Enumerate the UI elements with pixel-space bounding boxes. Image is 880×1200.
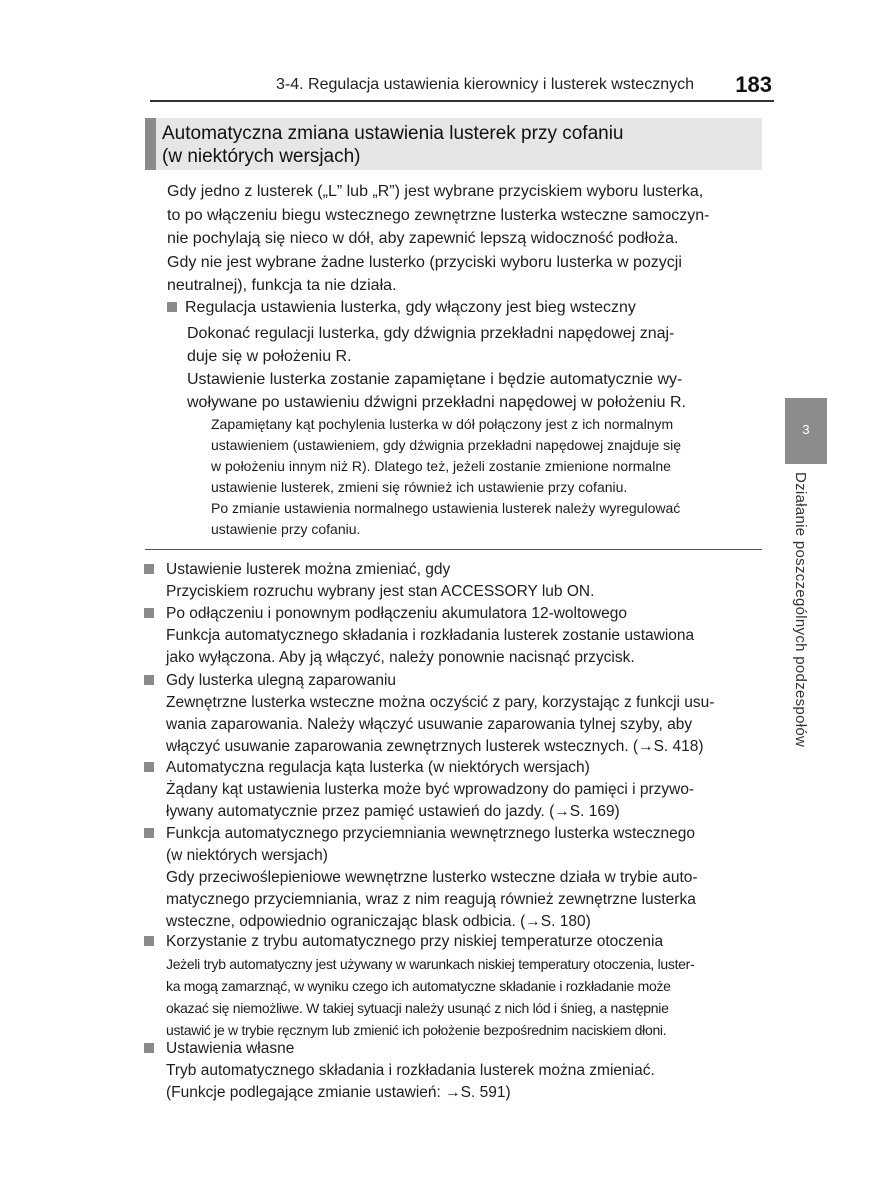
intro-line: nie pochylają się nieco w dół, aby zapewnić lepszą widoczność podłoża. <box>167 230 679 247</box>
info-note-line: Tryb automatycznego składania i rozkładania lusterek można zmieniać. <box>166 1062 655 1079</box>
chapter-label: Działanie poszczególnych podzespołów <box>792 472 809 748</box>
section-heading-line: Automatyczna zmiana ustawienia lusterek przy cofaniu <box>162 123 624 144</box>
info-note-line: ływany automatycznie przez pamięć ustawień do jazdy. (→S. 169) <box>166 803 620 820</box>
square-bullet-icon <box>167 302 177 312</box>
note-line: ustawienie lusterek, zmieni się również ich ustawienie przy cofaniu. <box>211 479 628 495</box>
square-bullet-icon <box>144 1043 154 1053</box>
info-note <box>144 559 764 603</box>
note-line: Zapamiętany kąt pochylenia lusterka w dół połączony jest z ich normalnym <box>211 416 674 432</box>
chapter-tab <box>785 398 827 464</box>
info-note-line: matycznego przyciemniania, wraz z nim reagują również zewnętrzne lusterka <box>166 891 696 908</box>
info-note <box>144 603 764 669</box>
intro-line: Gdy jedno z lusterek („L” lub „R”) jest wybrane przyciskiem wyboru lusterka, <box>167 183 704 200</box>
info-note-title: Korzystanie z trybu automatycznego przy niskiej temperaturze otoczenia <box>144 931 764 953</box>
header-rule <box>150 100 774 102</box>
info-note-line: wania zaparowania. Należy włączyć usuwanie zaparowania tylnej szyby, aby <box>166 716 693 733</box>
info-note-line: Gdy przeciwoślepieniowe wewnętrzne lusterko wsteczne działa w trybie auto- <box>166 869 698 886</box>
note-line: ustawienie przy cofaniu. <box>211 521 361 537</box>
subsection-note <box>211 414 767 540</box>
subsection-line: woływane po ustawieniu dźwigni przekładni napędowej w położeniu R. <box>187 394 686 411</box>
subsection-line: duje się w położeniu R. <box>187 348 352 365</box>
info-note-line: okazać się niemożliwe. W takiej sytuacji należy usunąć z nich lód i śnieg, a następnie <box>166 1000 669 1016</box>
info-note-line: ustawić je w trybie ręcznym lub zmienić ich położenie bezpośrednim naciskiem dłoni. <box>166 1022 667 1038</box>
info-note-title: Automatyczna regulacja kąta lusterka (w niektórych wersjach) <box>144 757 764 779</box>
intro-paragraph <box>167 180 767 298</box>
info-note-line: (Funkcje podlegające zmianie ustawień: →S. 591) <box>166 1084 511 1101</box>
header-section-title: 3-4. Regulacja ustawienia kierownicy i lusterek wstecznych <box>276 76 694 93</box>
intro-line: neutralnej), funkcja ta nie działa. <box>167 277 397 294</box>
info-note-line: Funkcja automatycznego składania i rozkładania lusterek zostanie ustawiona <box>166 627 695 644</box>
square-bullet-icon <box>144 564 154 574</box>
square-bullet-icon <box>144 762 154 772</box>
page-header <box>150 70 774 102</box>
subsection-line: Ustawienie lusterka zostanie zapamiętane i będzie automatycznie wy- <box>187 371 683 388</box>
info-note-line: włączyć usuwanie zaparowania zewnętrznych lusterek wstecznych. (→S. 418) <box>166 738 704 755</box>
square-bullet-icon <box>144 828 154 838</box>
intro-line: Gdy nie jest wybrane żadne lusterko (przyciski wyboru lusterka w pozycji <box>167 253 682 271</box>
info-note <box>144 757 764 823</box>
note-line: ustawieniem (ustawieniem, gdy dźwignia przekładni napędowej znajduje się <box>211 437 682 453</box>
intro-line: to po włączeniu biegu wstecznego zewnętrzne lusterka wsteczne samoczyn- <box>167 206 710 224</box>
notes-divider <box>145 549 762 550</box>
page-number: 183 <box>735 72 772 97</box>
square-bullet-icon <box>144 936 154 946</box>
info-note <box>144 670 764 758</box>
square-bullet-icon <box>144 675 154 685</box>
info-note-line: Zewnętrzne lusterka wsteczne można oczyścić z pary, korzystając z funkcji usu- <box>166 694 715 711</box>
info-note-title: Funkcja automatycznego przyciemniania wewnętrznego lusterka wstecznego <box>144 823 764 845</box>
info-note-title: Po odłączeniu i ponownym podłączeniu akumulatora 12-woltowego <box>144 603 764 625</box>
info-note-line: jako wyłączona. Aby ją włączyć, należy ponownie nacisnąć przycisk. <box>166 649 635 666</box>
chapter-number: 3 <box>802 422 810 437</box>
info-note <box>144 1038 764 1104</box>
subsection-title-text: Regulacja ustawienia lusterka, gdy włączony jest bieg wsteczny <box>185 299 636 316</box>
info-note-line: ka mogą zamarznąć, w wyniku czego ich automatyczne składanie i rozkładanie może <box>166 978 671 994</box>
info-note-title: Ustawienie lusterek można zmieniać, gdy <box>144 559 764 581</box>
subsection-title <box>167 297 767 319</box>
note-line: Po zmianie ustawienia normalnego ustawienia lusterek należy wyregulować <box>211 500 681 516</box>
info-note-line: Żądany kąt ustawienia lusterka może być wprowadzony do pamięci i przywo- <box>166 781 695 798</box>
subsection-line: Dokonać regulacji lusterka, gdy dźwignia przekładni napędowej znaj- <box>187 325 675 342</box>
note-line: w położeniu innym niż R). Dlatego też, jeżeli zostanie zmienione normalne <box>211 458 671 474</box>
info-note <box>144 823 764 933</box>
info-note-title: Ustawienia własne <box>144 1038 764 1060</box>
info-note-title-cont: (w niektórych wersjach) <box>166 847 328 864</box>
section-heading <box>145 118 762 170</box>
info-note-line: Przyciskiem rozruchu wybrany jest stan ACCESSORY lub ON. <box>166 583 595 600</box>
section-heading-line: (w niektórych wersjach) <box>162 146 361 167</box>
info-note <box>144 931 764 1041</box>
info-note-title: Gdy lusterka ulegną zaparowaniu <box>144 670 764 692</box>
subsection-body <box>187 322 767 414</box>
info-note-line: Jeżeli tryb automatyczny jest używany w warunkach niskiej temperatury otoczenia, luster- <box>166 956 695 972</box>
info-note-line: wsteczne, odpowiednio ograniczając blask odbicia. (→S. 180) <box>166 913 591 930</box>
square-bullet-icon <box>144 608 154 618</box>
